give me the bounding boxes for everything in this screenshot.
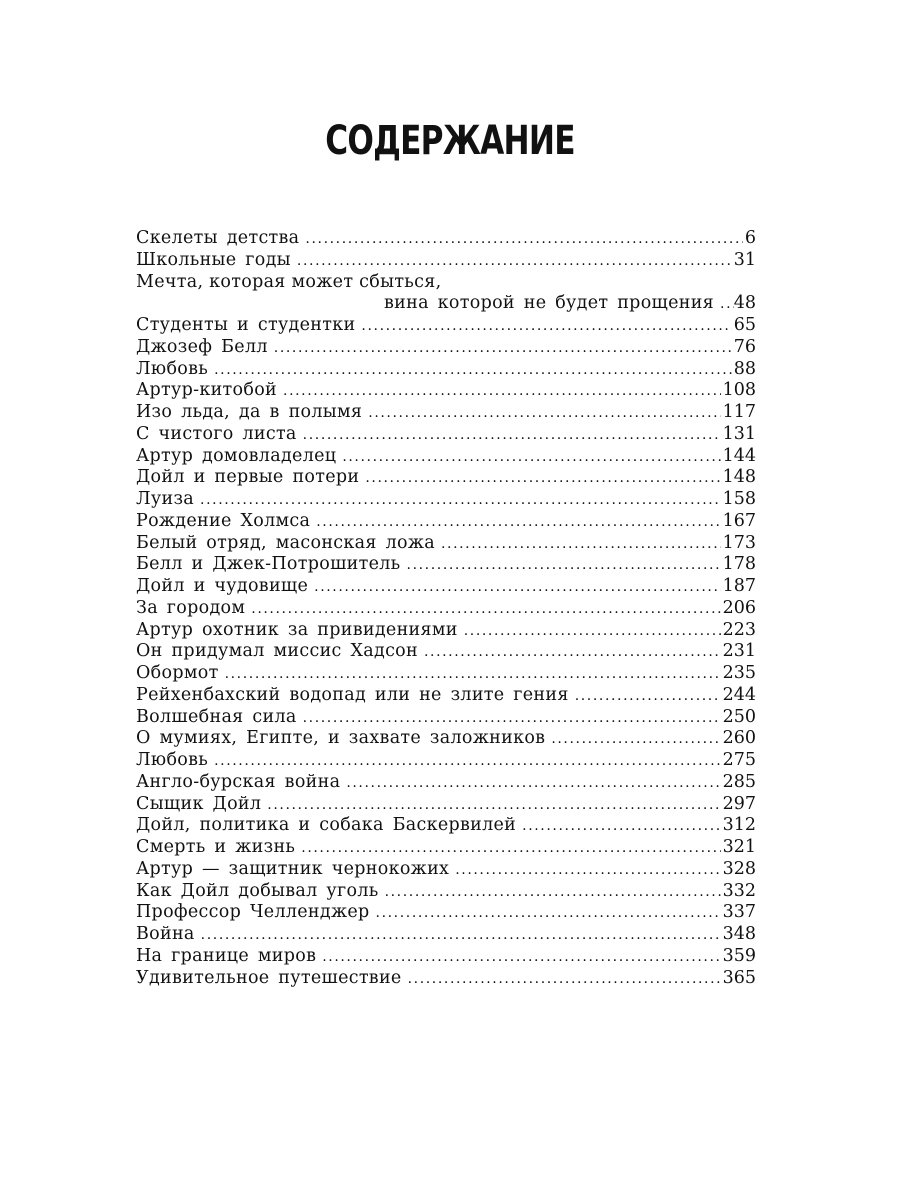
toc-entry — [136, 685, 756, 707]
toc-dot-leader — [303, 708, 721, 729]
toc-entry-title: Профессор Челленджер — [136, 902, 370, 923]
toc-entry-title: Дойл, политика и собака Баскервилей — [136, 815, 517, 836]
toc-dot-leader — [365, 468, 720, 489]
toc-entry-title-line2: вина которой не будет прощения — [384, 293, 715, 314]
toc-entry-page: 328 — [722, 858, 756, 879]
toc-entry-page: 148 — [722, 467, 756, 488]
toc-entry-page: 206 — [722, 597, 756, 618]
toc-dot-leader — [551, 729, 720, 750]
toc-entry — [136, 598, 756, 620]
toc-entry-page: 167 — [722, 510, 756, 531]
toc-entry — [136, 359, 756, 381]
toc-entry — [136, 794, 756, 816]
toc-dot-leader — [251, 599, 720, 620]
toc-dot-leader — [201, 925, 721, 946]
toc-entry-page: 48 — [733, 293, 756, 314]
toc-dot-leader — [322, 947, 720, 968]
toc-entry-page: 144 — [722, 445, 756, 466]
toc-entry-title: Волшебная сила — [136, 706, 297, 727]
toc-entry-page: 359 — [722, 945, 756, 966]
toc-dot-leader — [301, 838, 720, 859]
toc-entry-page: 108 — [722, 380, 756, 401]
toc-entry — [136, 467, 756, 489]
toc-entry-page: 297 — [722, 793, 756, 814]
toc-entry-page: 158 — [722, 489, 756, 509]
toc-entry-title: Любовь — [136, 358, 209, 379]
toc-dot-leader — [200, 490, 721, 511]
toc-entry-page: 76 — [733, 336, 756, 357]
toc-dot-leader — [303, 425, 721, 446]
toc-entry — [136, 424, 756, 446]
toc-dot-leader — [283, 381, 721, 402]
toc-dot-leader — [441, 534, 721, 555]
toc-entry-page: 260 — [722, 728, 756, 749]
toc-entry-title: Скелеты детства — [136, 228, 300, 248]
toc-entry — [136, 707, 756, 729]
table-of-contents — [136, 228, 756, 989]
toc-entry-multiline — [136, 272, 756, 316]
toc-dot-leader — [720, 294, 734, 316]
toc-dot-leader — [305, 229, 742, 250]
toc-entry — [136, 554, 756, 576]
toc-entry-page: 88 — [733, 358, 756, 379]
toc-entry-page: 231 — [722, 641, 756, 662]
toc-entry-title: О мумиях, Египте, и захвате заложников — [136, 728, 546, 749]
toc-dot-leader — [267, 795, 720, 816]
toc-entry — [136, 772, 756, 794]
toc-entry-page: 337 — [722, 902, 756, 923]
toc-entry — [136, 641, 756, 663]
toc-entry — [136, 620, 756, 642]
toc-entry-title: Студенты и студентки — [136, 315, 356, 335]
toc-entry — [136, 315, 756, 337]
toc-entry — [136, 337, 756, 359]
toc-dot-leader — [575, 686, 721, 707]
toc-dot-leader — [214, 751, 721, 772]
toc-entry-title: Дойл и первые потери — [136, 467, 360, 488]
toc-entry-title: Артур — защитник чернокожих — [136, 858, 450, 879]
toc-entry-page: 173 — [722, 532, 756, 553]
toc-entry-title: Изо льда, да в полымя — [136, 402, 363, 422]
toc-dot-leader — [407, 555, 721, 576]
toc-entry-page: 332 — [722, 880, 756, 901]
toc-entry-page: 348 — [722, 924, 756, 944]
toc-entry-page: 117 — [722, 402, 756, 422]
toc-dot-leader — [214, 360, 732, 381]
toc-entry-page: 244 — [722, 684, 756, 705]
toc-entry — [136, 859, 756, 881]
toc-entry-title: Артур-китобой — [136, 380, 278, 401]
toc-entry-title: Школьные годы — [136, 249, 291, 270]
toc-entry-page: 31 — [733, 249, 756, 270]
toc-entry-page: 187 — [722, 576, 756, 596]
toc-dot-leader — [385, 882, 721, 903]
toc-entry-title: Любовь — [136, 750, 209, 770]
toc-entry-title: Рождение Холмса — [136, 510, 311, 531]
toc-entry-page: 131 — [722, 423, 756, 444]
toc-entry-title: Как Дойл добывал уголь — [136, 880, 379, 901]
toc-entry-page: 235 — [722, 663, 756, 683]
toc-entry-title: Война — [136, 924, 195, 944]
toc-entry-title: За городом — [136, 597, 246, 618]
toc-entry — [136, 881, 756, 903]
toc-entry-title: Луиза — [136, 489, 195, 509]
toc-dot-leader — [424, 642, 721, 663]
toc-dot-leader — [361, 316, 731, 337]
toc-entry-page: 178 — [722, 554, 756, 575]
toc-dot-leader — [314, 577, 720, 598]
toc-entry-title: Он придумал миссис Хадсон — [136, 641, 418, 662]
toc-dot-leader — [464, 621, 721, 642]
toc-entry — [136, 511, 756, 533]
toc-entry-title: С чистого листа — [136, 423, 297, 444]
toc-entry-page: 6 — [744, 228, 756, 248]
toc-dot-leader — [408, 969, 721, 990]
toc-entry — [136, 228, 756, 250]
toc-dot-leader — [316, 512, 720, 533]
toc-entry — [136, 663, 756, 685]
toc-entry — [136, 902, 756, 924]
toc-entry-page: 285 — [722, 771, 756, 792]
toc-entry-title: На границе миров — [136, 945, 317, 966]
toc-entry — [136, 946, 756, 968]
toc-entry — [136, 837, 756, 859]
toc-entry-title: Белый отряд, масонская ложа — [136, 532, 435, 553]
toc-entry — [136, 250, 756, 272]
toc-entry-page: 223 — [722, 619, 756, 640]
toc-entry-page: 365 — [722, 967, 756, 988]
toc-dot-leader — [455, 860, 720, 881]
toc-entry — [136, 576, 756, 598]
toc-entry — [136, 968, 756, 990]
toc-entry-page: 65 — [733, 315, 756, 335]
toc-dot-leader — [225, 664, 721, 685]
toc-entry-title: Рейхенбахский водопад или не злите гения — [136, 684, 569, 705]
toc-entry-title: Англо-бурская война — [136, 771, 341, 792]
toc-entry — [136, 750, 756, 772]
toc-entry-title: Артур охотник за привидениями — [136, 619, 458, 640]
toc-dot-leader — [376, 903, 721, 924]
toc-entry-page: 321 — [722, 837, 756, 857]
toc-dot-leader — [346, 773, 720, 794]
toc-entry — [136, 533, 756, 555]
toc-entry — [136, 815, 756, 837]
toc-entry-title: Сыщик Дойл — [136, 793, 262, 814]
toc-entry-title: Удивительное путешествие — [136, 967, 402, 988]
toc-entry — [136, 924, 756, 946]
toc-entry-title: Смерть и жизнь — [136, 837, 296, 857]
toc-entry — [136, 380, 756, 402]
toc-dot-leader — [368, 403, 720, 424]
toc-entry-title: Дойл и чудовище — [136, 576, 309, 596]
toc-entry — [136, 489, 756, 511]
toc-dot-leader — [522, 816, 720, 837]
toc-entry-title-line1: Мечта, которая может сбыться, — [136, 271, 442, 292]
toc-entry — [136, 728, 756, 750]
toc-entry-title: Обормот — [136, 663, 219, 683]
toc-entry-title: Артур домовладелец — [136, 445, 337, 466]
toc-dot-leader — [274, 338, 732, 359]
toc-dot-leader — [342, 447, 720, 468]
page-title: СОДЕРЖАНИЕ — [325, 118, 575, 164]
toc-entry-continuation — [136, 293, 756, 315]
toc-entry-page: 312 — [722, 815, 756, 836]
toc-entry-page: 250 — [722, 706, 756, 727]
toc-entry-title: Белл и Джек-Потрошитель — [136, 554, 401, 575]
toc-dot-leader — [297, 251, 732, 272]
toc-entry-title: Джозеф Белл — [136, 336, 268, 357]
toc-entry — [136, 402, 756, 424]
toc-entry — [136, 446, 756, 468]
toc-entry-page: 275 — [722, 750, 756, 770]
